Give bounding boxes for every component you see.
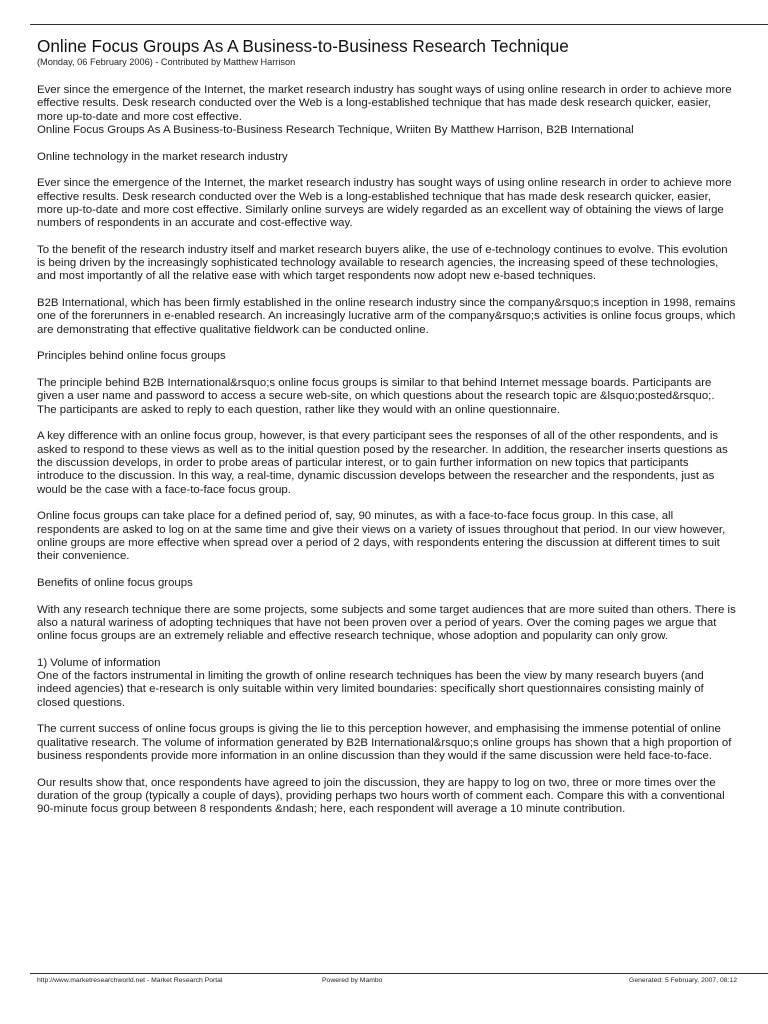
paragraph: Online focus groups can take place for a defined period of, say, 90 minutes, as with a face-to-face focus group. In this case, all respondents are asked to log on at the same time and give their views on a variety of issues throughout that period. In our view however, online groups are more effective when spread over a period of 2 days, with respondents entering the discussion at different times to suit their convenience. (37, 510, 726, 563)
paragraph: Ever since the emergence of the Internet, the market research industry has sought ways of using online research in order to achieve more effective results. Desk research conducted over the Web is a long-established technique that has made desk research quicker, easier, more up-to-date and more cost effective. Similarly online surveys are widely regarded as an excellent way of obtaining the views of large numbers of respondents in an accurate and cost-effective way. (37, 177, 732, 230)
footer-generated: Generated: 5 February, 2007, 08:12 (629, 977, 737, 984)
article (37, 35, 737, 830)
paragraph: The current success of online focus groups is giving the lie to this perception however, and emphasising the immense potential of online qualitative research. The volume of information generated by B2B International&rsquo;s online groups has shown that a high proportion of business respondents provide more information in an online discussion than they would if the same discussion were held face-to-face. (37, 723, 732, 762)
subheading-volume-of-information: 1) Volume of information (37, 656, 161, 669)
paragraph: A key difference with an online focus group, however, is that every participant sees the responses of all of the other respondents, and is asked to respond to these views as well as to the initial question posed by the researcher. In addition, the researcher inserts questions as the discussion develops, in order to probe areas of particular interest, or to gain further information on new topics that participants introduce to the discussion. In this way, a real-time, dynamic discussion develops between the researcher and the respondents, just as would be the case with a face-to-face focus group. (37, 430, 728, 496)
article-body (37, 84, 737, 817)
paragraph-intro: Ever since the emergence of the Internet, the market research industry has sought ways of using online research in order to achieve more effective results. Desk research conducted over the Web is a long-established technique that has made desk research quicker, easier, more up-to-date and more cost effective. (37, 84, 732, 123)
paragraph: To the benefit of the research industry itself and market research buyers alike, the use of e-technology continues to evolve. This evolution is being driven by the increasingly sophisticated technology available to research agencies, the increasing speed of these technologies, and most importantly of all the relative ease with which target respondents now adopt new e-based techniques. (37, 243, 728, 283)
bottom-rule (30, 973, 768, 974)
paragraph-attribution: Online Focus Groups As A Business-to-Business Research Technique, Wriiten By Matthew Harrison, B2B International (37, 123, 634, 136)
top-rule (30, 24, 768, 25)
paragraph: With any research technique there are some projects, some subjects and some target audiences that are more suited than others. There is also a natural wariness of adopting techniques that have not been proven over a period of years. Over the coming pages we argue that online focus groups are an extremely reliable and effective research technique, whose adoption and popularity can only grow. (37, 603, 736, 643)
section-heading-online-technology: Online technology in the market research industry (37, 150, 288, 163)
footer-powered-by: Powered by Mambo (322, 977, 383, 984)
paragraph: B2B International, which has been firmly established in the online research industry since the company&rsquo;s inception in 1998, remains one of the forerunners in e-enabled research. An increasingly lucrative arm of the company&rsquo;s activities is online focus groups, which are demonstrating that effective qualitative fieldwork can be conducted online. (37, 297, 736, 336)
section-heading-principles: Principles behind online focus groups (37, 350, 226, 363)
article-byline: (Monday, 06 February 2006) - Contributed by Matthew Harrison (37, 57, 296, 67)
article-title: Online Focus Groups As A Business-to-Business Research Technique (37, 36, 569, 56)
paragraph: The principle behind B2B International&rsquo;s online focus groups is similar to that behind Internet message boards. Participants are given a user name and password to access a secure web-site, on which questions about the research topic are &lsquo;posted&rsquo;. The participants are asked to reply to each question, rather like they would with an online questionnaire. (37, 377, 715, 416)
paragraph: One of the factors instrumental in limiting the growth of online research techniques has been the view by many research buyers (and indeed agencies) that e-research is only suitable within very limited boundaries: specifically short questionnaires consisting mainly of closed questions. (37, 670, 704, 709)
page-footer (37, 977, 737, 989)
paragraph: Our results show that, once respondents have agreed to join the discussion, they are happy to log on two, three or more times over the duration of the group (typically a couple of days), providing perhaps two hours worth of comment each. Compare this with a conventional 90-minute focus group between 8 respondents &ndash; here, each respondent will average a 10 minute contribution. (37, 776, 725, 816)
footer-url: http://www.marketresearchworld.net - Market Research Portal (37, 977, 223, 984)
section-heading-benefits: Benefits of online focus groups (37, 576, 193, 589)
